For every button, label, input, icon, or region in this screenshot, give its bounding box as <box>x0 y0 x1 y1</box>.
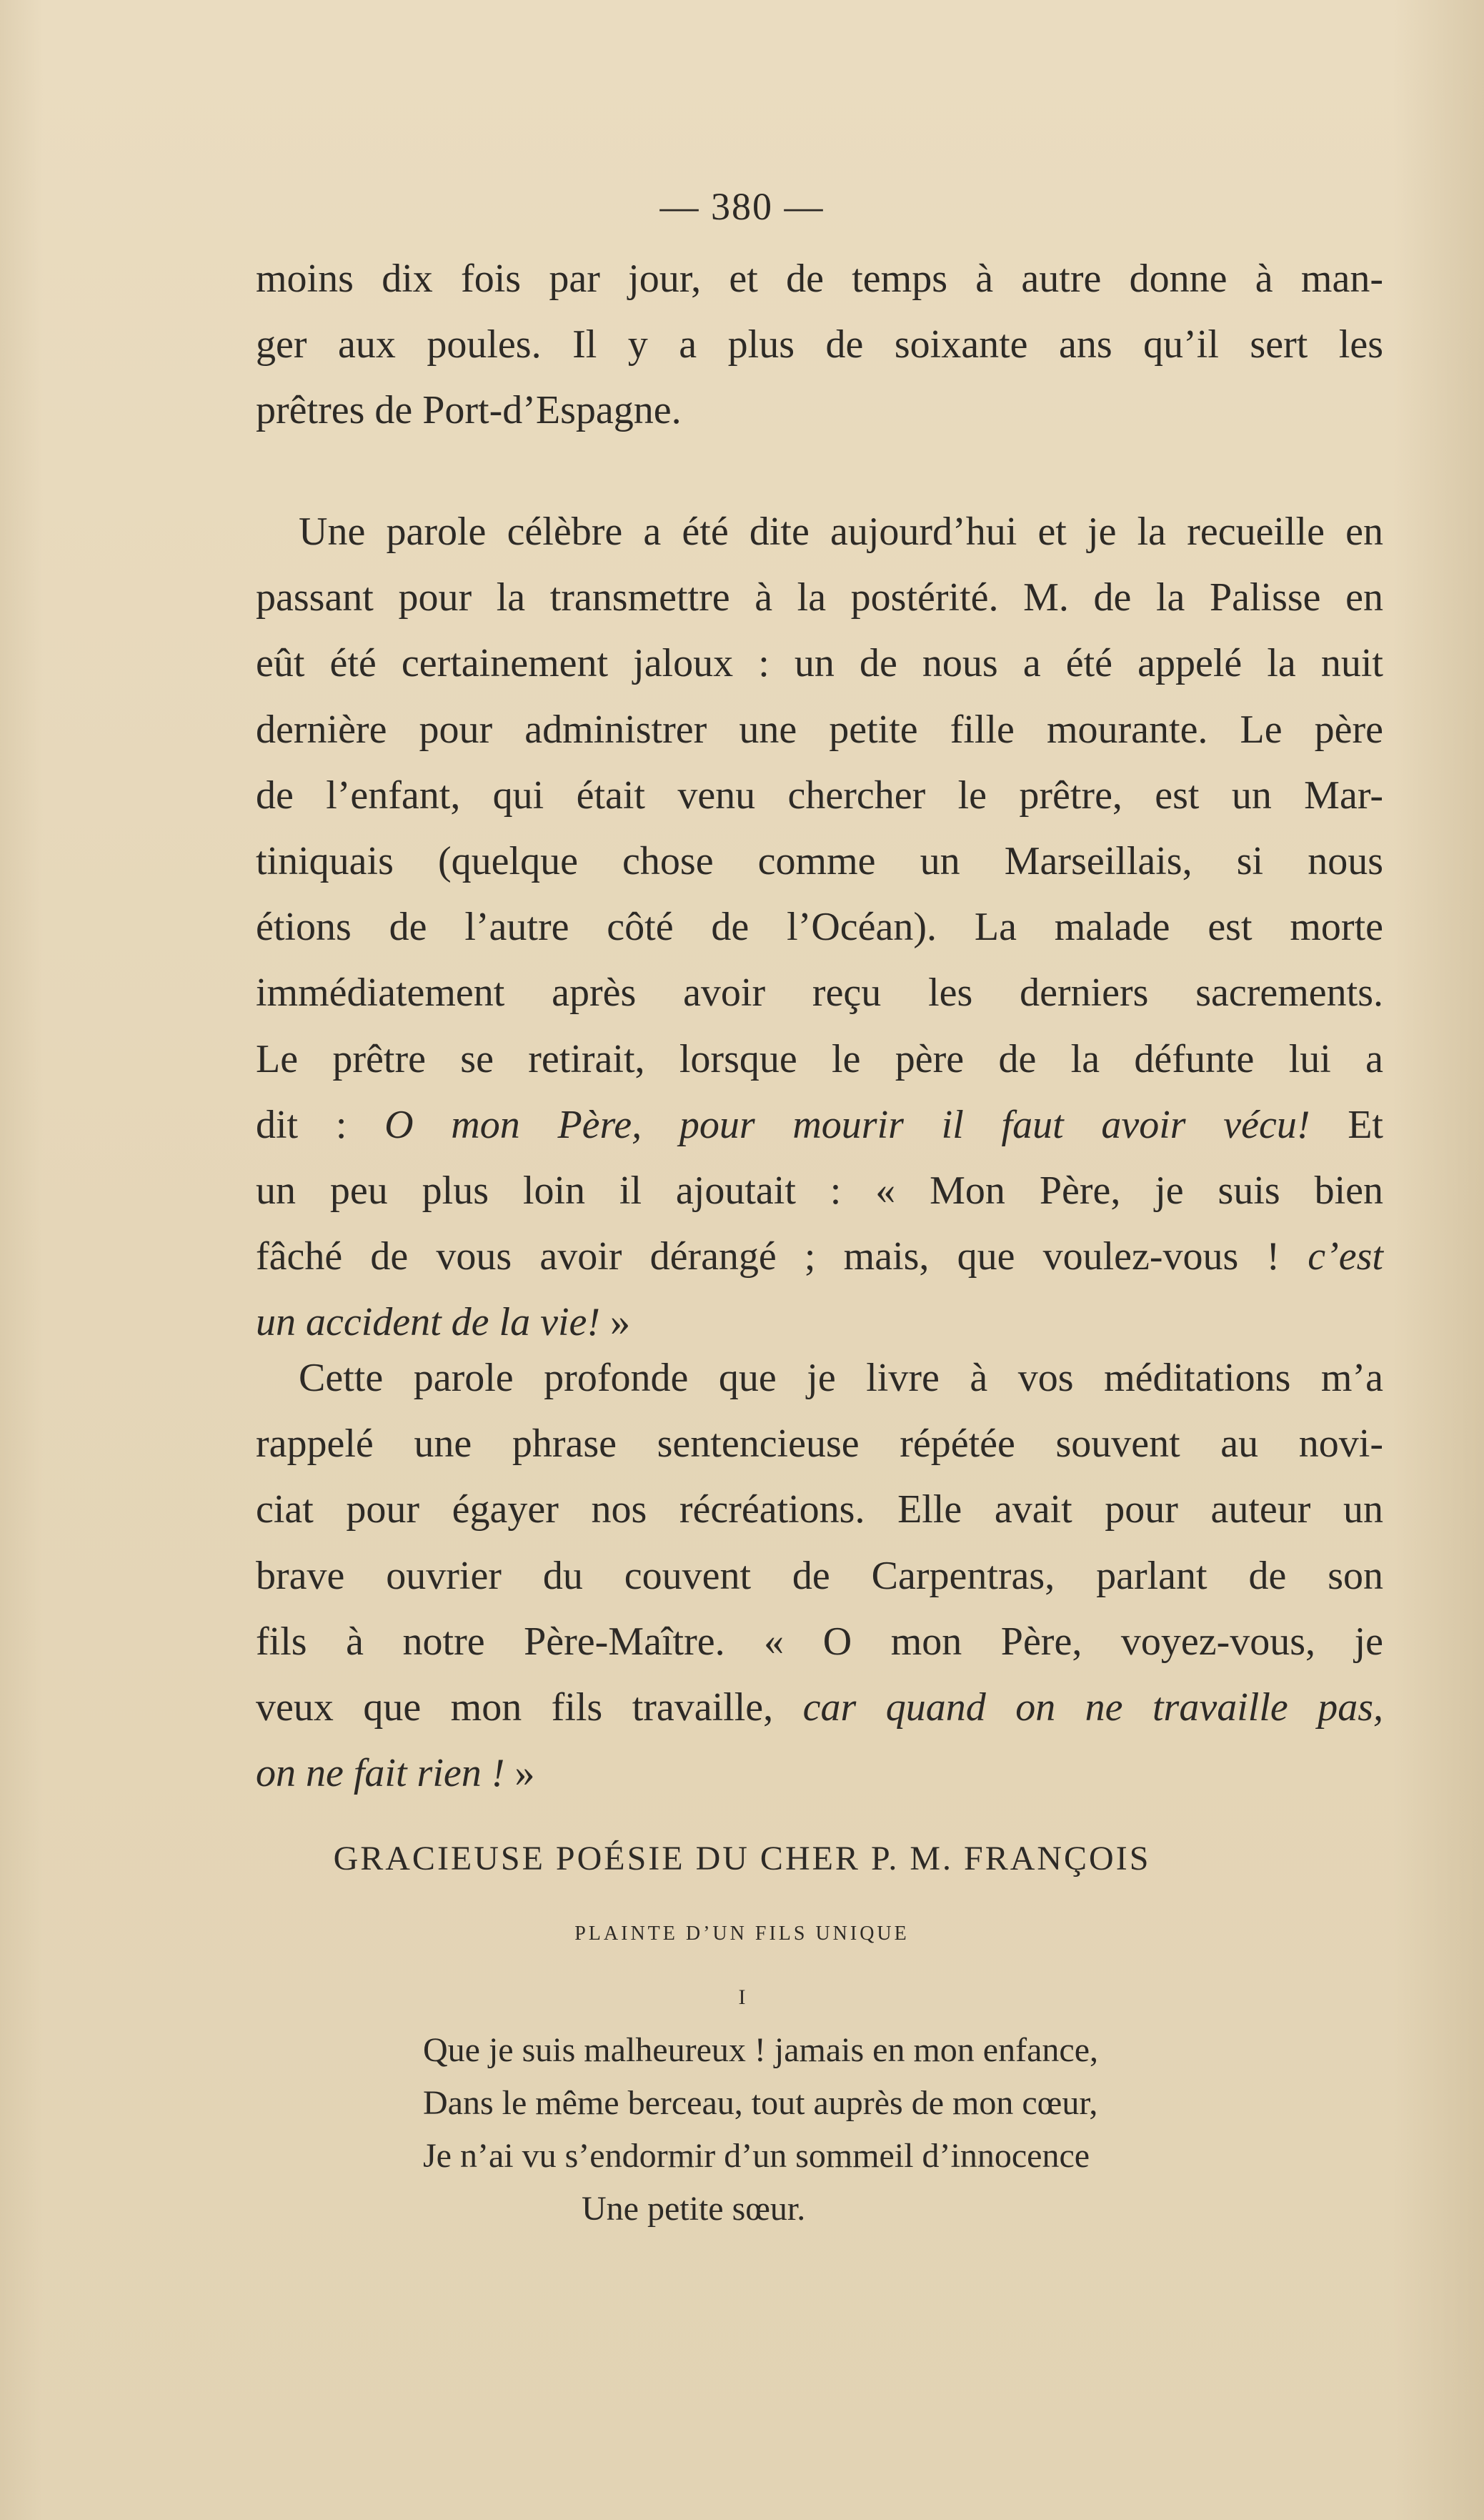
poem-line: Que je suis malheureux ! jamais en mon enfance, <box>423 2031 1098 2069</box>
text-line: fils à notre Père-Maître. « O mon Père, voyez-vous, je <box>256 1619 1383 1664</box>
text-line <box>256 1092 1383 1158</box>
text-line: Une parole célèbre a été dite aujourd’hui et je la recueille en <box>299 510 1383 554</box>
italic-quote: car quand on ne travaille pas, <box>802 1685 1383 1730</box>
text-line: passant pour la transmettre à la postérité. M. de la Palisse en <box>256 575 1383 620</box>
text-line: eût été certainement jaloux : un de nous a été appelé la nuit <box>256 641 1383 686</box>
paragraph-anecdote <box>256 499 1383 1356</box>
text-line: tiniquais (quelque chose comme un Marseillais, si nous <box>256 839 1383 884</box>
text-line: brave ouvrier du couvent de Carpentras, parlant de son <box>256 1553 1383 1598</box>
text-line <box>256 1224 1383 1289</box>
poem-line: Je n’ai vu s’endormir d’un sommeil d’innocence <box>423 2137 1090 2175</box>
text-line: de l’enfant, qui était venu chercher le prêtre, est un Mar- <box>256 773 1383 818</box>
text-line: Le prêtre se retirait, lorsque le père de la défunte lui a <box>256 1036 1383 1081</box>
text-segment: dit : <box>256 1102 385 1147</box>
page-number: — 380 — <box>659 185 825 228</box>
stanza-number: I <box>738 1985 746 2009</box>
text-line: immédiatement après avoir reçu les derniers sacrements. <box>256 971 1383 1016</box>
italic-quote: un accident de la vie! <box>256 1300 601 1345</box>
paragraph-reflection <box>256 1345 1383 1806</box>
text-line: un peu plus loin il ajoutait : « Mon Père, je suis bien <box>256 1169 1383 1214</box>
section-title: GRACIEUSE POÉSIE DU CHER P. M. FRANÇOIS <box>333 1840 1151 1877</box>
text-line: prêtres de Port-d’Espagne. <box>256 388 682 433</box>
text-segment: » <box>600 1300 631 1345</box>
text-segment: fâché de vous avoir dérangé ; mais, que voulez-vous ! <box>256 1234 1308 1279</box>
paragraph-continuation <box>256 246 1383 444</box>
italic-quote: on ne fait rien ! <box>256 1751 505 1796</box>
text-line: rappelé une phrase sentencieuse répétée souvent au novi- <box>256 1422 1383 1467</box>
text-line <box>256 1675 1383 1740</box>
poem-subtitle: PLAINTE D’UN FILS UNIQUE <box>574 1923 910 1945</box>
poem-line: Dans le même berceau, tout auprès de mon cœur, <box>423 2084 1098 2122</box>
text-segment: Et <box>1310 1102 1383 1147</box>
poem-stanza <box>423 2024 1098 2236</box>
italic-quote: c’est <box>1308 1234 1383 1279</box>
italic-quote: O mon Père, pour mourir il faut avoir vécu! <box>384 1102 1310 1147</box>
poem-line: Une petite sœur. <box>582 2190 806 2228</box>
text-line: moins dix fois par jour, et de temps à autre donne à man- <box>256 257 1383 301</box>
text-line: ciat pour égayer nos récréations. Elle avait pour auteur un <box>256 1487 1383 1532</box>
text-line: Cette parole profonde que je livre à vos méditations m’a <box>299 1356 1383 1400</box>
text-line: dernière pour administrer une petite fille mourante. Le père <box>256 707 1383 752</box>
text-segment: » <box>504 1751 535 1796</box>
text-line: ger aux poules. Il y a plus de soixante ans qu’il sert les <box>256 322 1383 367</box>
text-line: étions de l’autre côté de l’Océan). La malade est morte <box>256 905 1383 950</box>
text-line <box>256 1740 1383 1806</box>
text-segment: veux que mon fils travaille, <box>256 1685 803 1730</box>
